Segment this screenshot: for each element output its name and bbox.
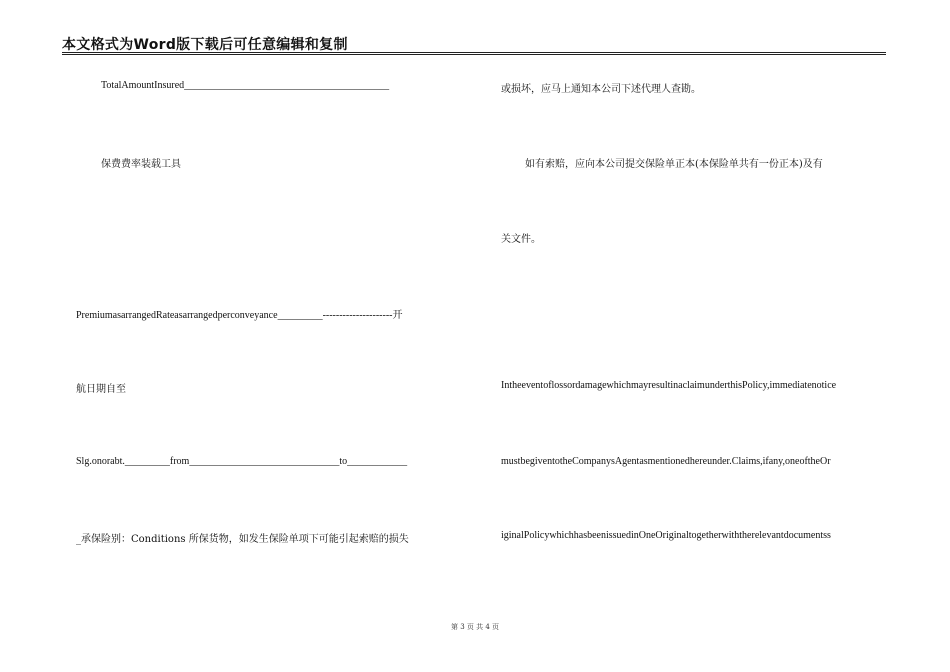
- document-header-title: 本文格式为Word版下载后可任意编辑和复制: [62, 37, 348, 53]
- page-number: 第 3 页 共 4 页: [450, 623, 500, 631]
- claims-en-line1: IntheeventoflossordamagewhichmayresultinaclaimunderthisPolicy,immediatenotice: [501, 380, 837, 391]
- premium-rate-conveyance-cn: 保费费率装载工具: [101, 159, 181, 170]
- total-amount-insured-line: TotalAmountInsured_________________________________________: [101, 80, 390, 91]
- sailing-date-cn: 航日期自至: [76, 384, 126, 395]
- conditions-line: _承保险别：Conditions 所保货物，如发生保险单项下可能引起索赔的损失: [76, 534, 409, 545]
- claims-cn-line2: 关文件。: [501, 234, 541, 245]
- sailing-date-en: Slg.onorabt._________from______________________________to____________: [76, 456, 408, 467]
- premium-rate-conveyance-en: PremiumasarrangedRateasarrangedperconveyance_________---------------------开: [76, 310, 403, 321]
- claims-en-line3: iginalPolicywhichhasbeenissuedinOneOriginaltogetherwiththerelevantdocumentss: [501, 530, 831, 541]
- claims-cn-line1: 如有索赔，应向本公司提交保险单正本(本保险单共有一份正本)及有: [525, 159, 823, 170]
- notice-survey-cn: 或损坏，应马上通知本公司下述代理人查勘。: [501, 84, 701, 95]
- header-rule-bottom: [62, 54, 886, 55]
- header-rule-top: [62, 52, 886, 53]
- claims-en-line2: mustbegiventotheCompanysAgentasmentionedhereunder.Claims,ifany,oneoftheOr: [501, 456, 831, 467]
